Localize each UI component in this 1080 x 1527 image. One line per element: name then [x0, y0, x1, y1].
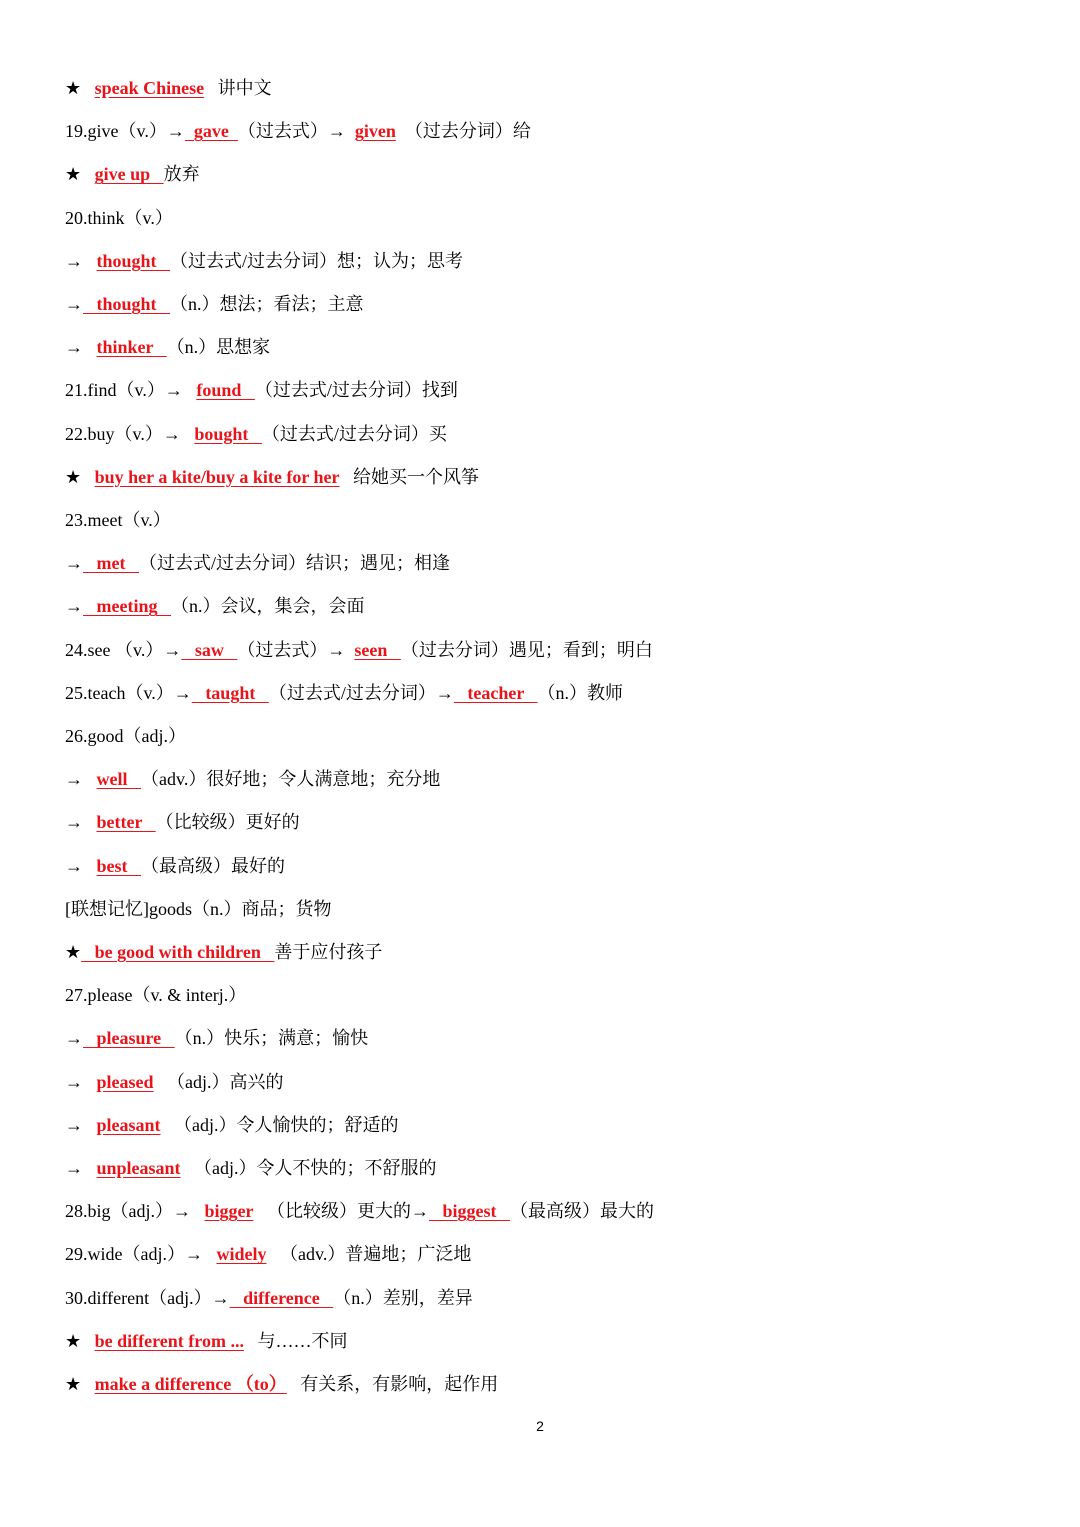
line-text: 24.see （v.）→: [65, 639, 182, 660]
answer-text: pleasant: [96, 1114, 161, 1135]
answer-text: unpleasant: [96, 1158, 181, 1178]
vocab-line: [65, 897, 332, 921]
line-text: ★: [65, 1330, 95, 1351]
line-text: →: [65, 337, 97, 358]
line-text: 21.find（v.）→: [65, 380, 197, 401]
vocab-line: [65, 854, 285, 878]
line-text: →: [65, 1071, 97, 1092]
answer-text: saw: [181, 639, 238, 660]
vocab-line: [65, 465, 479, 489]
line-text: （最高级）最好的: [141, 855, 285, 876]
line-text: （adj.）高兴的: [153, 1071, 284, 1092]
answer-text: buy her a kite/buy a kite for her: [94, 466, 340, 487]
line-text: →: [65, 1028, 83, 1049]
line-text: （adv.）很好地；令人满意地；充分地: [141, 769, 441, 790]
line-text: 放弃: [163, 164, 200, 185]
vocab-line: [65, 378, 458, 402]
line-text: 23.meet（v.）: [65, 510, 171, 530]
vocab-line: [65, 249, 463, 273]
line-text: 26.good（adj.）: [65, 726, 186, 746]
line-text: →: [65, 250, 97, 271]
vocab-line: [65, 1026, 368, 1050]
answer-text: bigger: [204, 1201, 254, 1222]
answer-text: gave: [184, 121, 238, 142]
answer-text: thinker: [96, 337, 167, 358]
vocab-line: [65, 1329, 347, 1353]
answer-text: seen: [354, 639, 401, 660]
vocab-line: [65, 1070, 284, 1094]
line-text: 给她买一个风筝: [339, 466, 479, 487]
line-text: 28.big（adj.）→: [65, 1201, 205, 1222]
vocab-line: [65, 1156, 437, 1180]
vocab-line: [65, 681, 623, 705]
vocab-line: [65, 292, 364, 316]
line-text: （比较级）更大的→: [253, 1201, 429, 1222]
line-text: 讲中文: [204, 78, 272, 98]
line-text: ★: [65, 466, 95, 487]
line-text: （过去式/过去分词）→: [268, 682, 454, 703]
line-text: [联想记忆]goods（n.）商品；货物: [65, 898, 332, 919]
line-text: （adj.）令人不快的；不舒服的: [180, 1158, 437, 1178]
line-text: →: [65, 596, 83, 617]
answer-text: meeting: [83, 596, 171, 617]
line-text: （过去式/过去分词）想；认为；思考: [170, 250, 464, 271]
answer-text: widely: [216, 1244, 267, 1265]
vocab-line: [65, 1372, 498, 1396]
answer-text: better: [96, 812, 156, 833]
line-text: （adj.）令人愉快的；舒适的: [160, 1114, 399, 1135]
vocab-line: [65, 638, 653, 662]
line-text: 30.different（adj.）→: [65, 1287, 230, 1308]
vocab-line: [65, 1113, 399, 1137]
line-text: （过去式/过去分词）买: [261, 423, 447, 444]
line-text: →: [65, 1114, 97, 1135]
line-text: →: [65, 294, 83, 314]
line-text: ★: [65, 942, 82, 962]
vocab-line: [65, 1242, 471, 1266]
vocab-line: [65, 940, 382, 964]
vocab-line: [65, 724, 186, 748]
line-text: 19.give（v.）→: [65, 121, 185, 142]
answer-text: well: [96, 769, 141, 790]
vocab-line: [65, 508, 171, 532]
vocab-line: [65, 119, 531, 143]
vocab-line: [65, 983, 246, 1007]
answer-text: met: [83, 553, 139, 574]
line-text: （过去式/过去分词）结识；遇见；相逢: [138, 553, 450, 574]
line-text: →: [65, 553, 83, 574]
line-text: →: [65, 1158, 97, 1178]
answer-text: thought: [83, 294, 171, 314]
line-text: 20.think（v.）: [65, 207, 173, 228]
answer-text: biggest: [429, 1201, 510, 1222]
vocab-line: [65, 594, 364, 618]
vocab-line: [65, 162, 200, 186]
answer-text: bought: [194, 423, 262, 444]
answer-text: teacher: [453, 682, 538, 703]
line-text: 有关系，有影响，起作用: [286, 1374, 499, 1394]
answer-text: speak Chinese: [94, 78, 205, 98]
page-number: 2: [536, 1418, 544, 1434]
line-text: 善于应付孩子: [274, 942, 383, 962]
line-text: （过去式/过去分词）找到: [254, 380, 458, 401]
vocab-line: [65, 76, 272, 100]
vocab-line: [65, 1199, 654, 1223]
vocab-line: [65, 206, 173, 230]
line-text: （n.）教师: [537, 682, 623, 703]
answer-text: be different from ...: [94, 1330, 244, 1351]
answer-text: found: [196, 380, 255, 401]
line-text: （过去式）→: [237, 121, 355, 142]
vocab-line: [65, 810, 300, 834]
answer-text: give up: [94, 164, 164, 185]
vocab-line: [65, 551, 450, 575]
answer-text: be good with children: [81, 942, 275, 962]
line-text: ★: [65, 164, 95, 185]
line-text: （过去分词）给: [395, 121, 531, 142]
line-text: ★: [65, 78, 95, 98]
answer-text: difference: [229, 1287, 334, 1308]
line-text: ★: [65, 1374, 95, 1394]
line-text: 29.wide（adj.）→: [65, 1244, 217, 1265]
line-text: 与……不同: [243, 1330, 348, 1351]
line-text: （最高级）最大的: [510, 1201, 654, 1222]
answer-text: pleasure: [83, 1028, 175, 1049]
line-text: →: [65, 812, 97, 833]
line-text: （n.）快乐；满意；愉快: [174, 1028, 369, 1049]
line-text: （adv.）普遍地；广泛地: [266, 1244, 472, 1265]
line-text: →: [65, 855, 97, 876]
line-text: （n.）会议，集会，会面: [170, 596, 365, 617]
line-text: 27.please（v. & interj.）: [65, 985, 247, 1006]
line-text: （n.）差别，差异: [333, 1287, 473, 1308]
vocab-line: [65, 335, 270, 359]
line-text: （n.）想法；看法；主意: [170, 294, 364, 314]
answer-text: thought: [96, 250, 171, 271]
answer-text: make a difference （to）: [94, 1374, 287, 1394]
line-text: 25.teach（v.）→: [65, 682, 192, 703]
line-text: （n.）思想家: [166, 337, 271, 358]
line-text: 22.buy（v.）→: [65, 423, 195, 444]
line-text: →: [65, 769, 97, 790]
vocab-line: [65, 1286, 473, 1310]
line-text: （比较级）更好的: [155, 812, 300, 833]
answer-text: best: [96, 855, 141, 876]
answer-text: given: [354, 121, 396, 142]
vocab-line: [65, 422, 447, 446]
line-text: （过去式）→: [237, 639, 355, 660]
answer-text: taught: [191, 682, 269, 703]
line-text: （过去分词）遇见；看到；明白: [400, 639, 653, 660]
vocab-line: [65, 767, 440, 791]
answer-text: pleased: [96, 1071, 154, 1092]
